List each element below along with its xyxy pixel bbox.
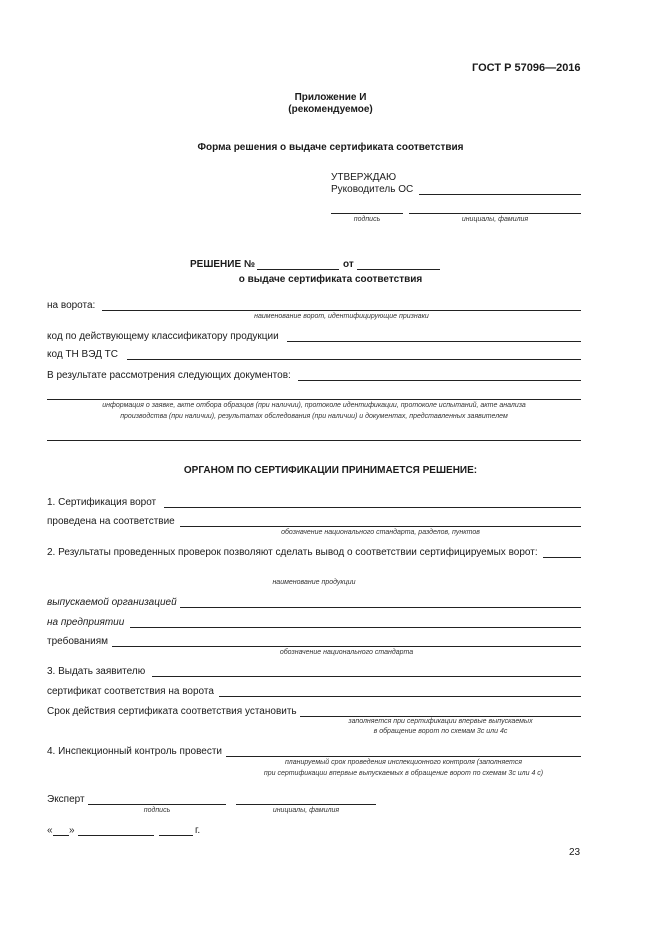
- tnved-line: [127, 359, 581, 360]
- item1-label: 1. Сертификация ворот: [47, 497, 157, 508]
- date-day-line: [53, 835, 69, 836]
- approve-label: УТВЕРЖДАЮ: [331, 172, 397, 183]
- form-title: Форма решения о выдаче сертификата соответствия: [197, 142, 464, 153]
- item2-plant-line: [130, 627, 581, 628]
- item2-product-line: [47, 575, 581, 576]
- docs-line-1: [298, 380, 581, 381]
- item3-label: 3. Выдать заявителю: [47, 666, 146, 677]
- docs-line-3: [47, 440, 581, 441]
- tnved-label: код ТН ВЭД ТС: [47, 349, 118, 360]
- classifier-label: код по действующему классификатору продукции: [47, 331, 279, 342]
- item3-cert-label: сертификат соответствия на ворота: [47, 686, 214, 697]
- item2-req-label: требованиям: [47, 636, 109, 647]
- item2-label: 2. Результаты проведенных проверок позволяют сделать вывод о соответствии сертифицируемых ворот:: [47, 547, 538, 558]
- classifier-line: [287, 341, 581, 342]
- date-month-line: [78, 835, 154, 836]
- item2-org-line: [180, 607, 581, 608]
- docs-line-2: [47, 399, 581, 400]
- decision-number-line: [257, 269, 339, 270]
- item2-plant-label: на предприятии: [47, 617, 125, 628]
- docs-caption-1: информация о заявке, акте отбора образцов (при наличии), протоколе идентификации, протоколе испытаний, акте анализа: [102, 402, 526, 409]
- approve-name-line: [409, 213, 581, 214]
- item4-line: [226, 756, 581, 757]
- expert-sign-line: [88, 804, 226, 805]
- item2-caption: наименование продукции: [272, 579, 356, 586]
- item3-caption-1: заполняется при сертификации впервые выпускаемых: [348, 718, 533, 725]
- gates-caption: наименование ворот, идентифицирующие признаки: [254, 313, 429, 320]
- item1-line: [164, 507, 581, 508]
- date-close-quote: »: [69, 825, 75, 836]
- gates-line: [102, 310, 581, 311]
- item3-cert-line: [219, 696, 581, 697]
- approve-head: Руководитель ОС: [331, 184, 414, 195]
- item2-line: [543, 557, 581, 558]
- date-year-suffix: г.: [195, 825, 201, 836]
- item2-org-label: выпускаемой организацией: [47, 597, 177, 608]
- date-year-line: [159, 835, 193, 836]
- expert-name-line: [236, 804, 376, 805]
- date-open-quote: «: [47, 825, 53, 836]
- item4-caption-2: при сертификации впервые выпускаемых в обращение ворот по схемам 3с или 4 с): [263, 770, 544, 777]
- item4-label: 4. Инспекционный контроль провести: [47, 746, 222, 757]
- docs-caption-2: производства (при наличии), результатах обследования (при наличии) и документах, представленных заявителем: [120, 413, 508, 420]
- gates-label: на ворота:: [47, 300, 96, 311]
- decision-number-label: РЕШЕНИЕ №: [190, 259, 256, 270]
- item1-cont-label: проведена на соответствие: [47, 516, 175, 527]
- item3-line: [152, 676, 581, 677]
- standard-code: ГОСТ Р 57096—2016: [472, 62, 581, 74]
- item4-caption-1: планируемый срок проведения инспекционного контроля (заполняется: [284, 759, 523, 766]
- expert-label: Эксперт: [47, 794, 85, 805]
- decision-from-label: от: [343, 259, 354, 270]
- decision-subtitle: о выдаче сертификата соответствия: [238, 274, 423, 285]
- item2-req-line: [112, 646, 581, 647]
- expert-sign-caption: подпись: [143, 807, 171, 814]
- item1-cont-line: [180, 526, 581, 527]
- appendix-title: Приложение И: [294, 92, 367, 103]
- item2-req-caption: обозначение национального стандарта: [279, 649, 414, 656]
- item3-term-label: Срок действия сертификата соответствия установить: [47, 706, 297, 717]
- approve-sign-caption: подпись: [353, 216, 381, 223]
- approve-sign-line: [331, 213, 403, 214]
- docs-label: В результате рассмотрения следующих документов:: [47, 370, 291, 381]
- decision-date-line: [357, 269, 440, 270]
- body-heading: ОРГАНОМ ПО СЕРТИФИКАЦИИ ПРИНИМАЕТСЯ РЕШЕНИЕ:: [183, 465, 478, 476]
- item3-term-line: [300, 716, 581, 717]
- approve-head-line: [419, 194, 581, 195]
- expert-name-caption: инициалы, фамилия: [272, 807, 340, 814]
- approve-name-caption: инициалы, фамилия: [461, 216, 529, 223]
- appendix-subtitle: (рекомендуемое): [288, 104, 373, 115]
- page-number: 23: [569, 847, 581, 858]
- item1-caption: обозначение национального стандарта, разделов, пунктов: [281, 529, 480, 536]
- item3-caption-2: в обращение ворот по схемам 3с или 4с: [373, 728, 508, 735]
